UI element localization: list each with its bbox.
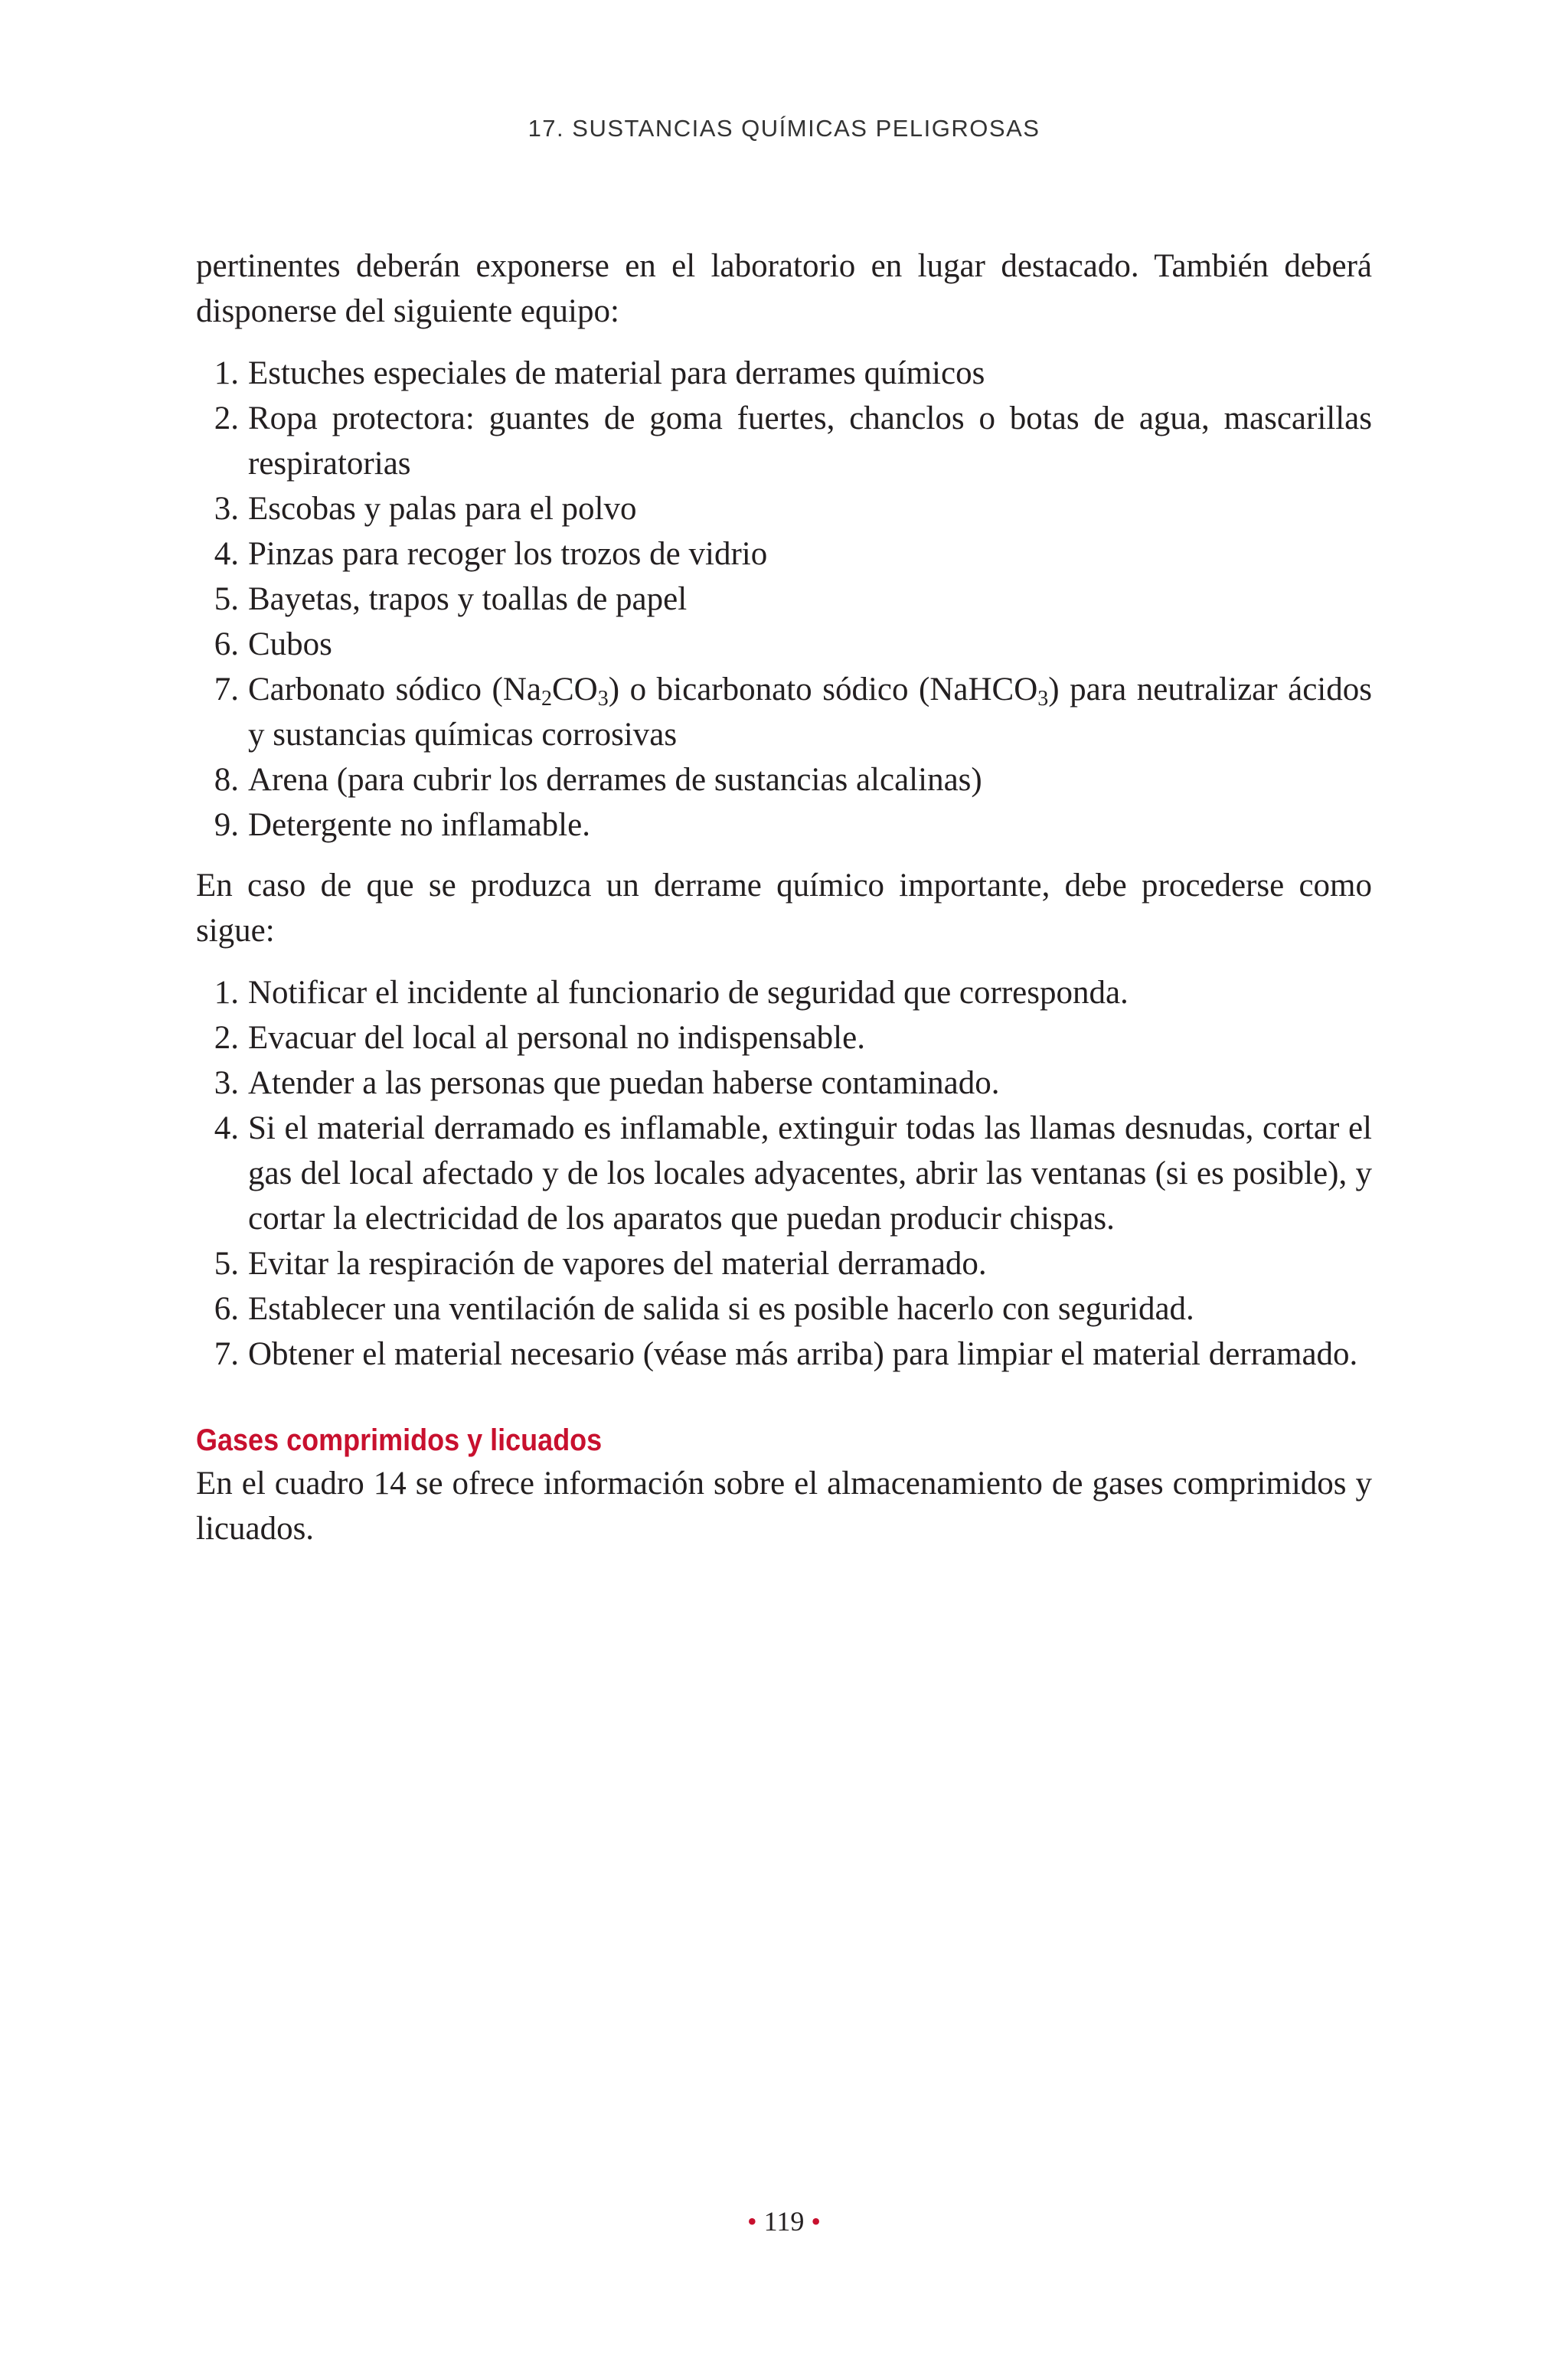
list-item-text-chemical xyxy=(248,667,1372,757)
list-item xyxy=(196,1106,1372,1241)
list-item-text: Evacuar del local al personal no indispensable. xyxy=(248,1020,865,1056)
list-item xyxy=(196,1060,1372,1106)
equipment-list xyxy=(196,351,1372,848)
running-header: 17. SUSTANCIAS QUÍMICAS PELIGROSAS xyxy=(528,115,1040,142)
subscript: 3 xyxy=(597,687,609,711)
subscript: 2 xyxy=(541,687,552,711)
list-item xyxy=(196,1332,1372,1377)
list-item-number: 9. xyxy=(214,807,239,843)
footer-bullet-icon: • xyxy=(747,2206,757,2237)
list-item-text: Obtener el material necesario (véase más arriba) para limpiar el material derramado. xyxy=(248,1336,1358,1372)
list-item-number: 3. xyxy=(214,491,239,527)
intro-paragraph: pertinentes deberán exponerse en el laboratorio en lugar destacado. También deberá disponerse del siguiente equipo: xyxy=(196,248,1372,329)
list-item-text: Evitar la respiración de vapores del material derramado. xyxy=(248,1246,987,1282)
spill-steps-list xyxy=(196,970,1372,1377)
list-item-text: Bayetas, trapos y toallas de papel xyxy=(248,581,688,617)
list-item xyxy=(196,531,1372,577)
text-fragment: Carbonato sódico (Na xyxy=(248,672,541,708)
text-fragment: CO xyxy=(551,672,598,708)
list-item-text: Notificar el incidente al funcionario de seguridad que corresponda. xyxy=(248,975,1129,1011)
list-item-number: 3. xyxy=(214,1065,239,1101)
page-number: 119 xyxy=(763,2206,805,2237)
footer-bullet-icon: • xyxy=(811,2206,821,2237)
list-item-number: 2. xyxy=(214,400,239,436)
list-item xyxy=(196,970,1372,1015)
subscript: 3 xyxy=(1037,687,1049,711)
list-item-number: 4. xyxy=(214,1110,239,1146)
list-item-text: Establecer una ventilación de salida si es posible hacerlo con seguridad. xyxy=(248,1291,1194,1327)
list-item-number: 5. xyxy=(214,581,239,617)
list-item-number: 8. xyxy=(214,762,239,798)
spill-paragraph: En caso de que se produzca un derrame químico importante, debe procederse como sigue: xyxy=(196,868,1372,949)
list-item-text: Cubos xyxy=(248,626,332,662)
list-item-text: Detergente no inflamable. xyxy=(248,807,590,843)
list-item-text: Ropa protectora: guantes de goma fuertes, chanclos o botas de agua, mascarillas respiratorias xyxy=(248,400,1372,482)
list-item xyxy=(196,486,1372,531)
list-item-number: 6. xyxy=(214,626,239,662)
list-item-number: 7. xyxy=(214,1336,239,1372)
section-heading: Gases comprimidos y licuados xyxy=(196,1423,603,1457)
list-item xyxy=(196,757,1372,802)
list-item-number: 1. xyxy=(214,975,239,1011)
list-item-text: Arena (para cubrir los derrames de sustancias alcalinas) xyxy=(248,762,982,798)
list-item xyxy=(196,577,1372,622)
list-item-text: Pinzas para recoger los trozos de vidrio xyxy=(248,536,768,572)
list-item-number: 4. xyxy=(214,536,239,572)
list-item-text: Escobas y palas para el polvo xyxy=(248,491,637,527)
list-item-number: 5. xyxy=(214,1246,239,1282)
list-item-text: Atender a las personas que puedan haberse contaminado. xyxy=(248,1065,1000,1101)
list-item xyxy=(196,667,1372,757)
list-item-number: 2. xyxy=(214,1020,239,1056)
text-fragment: ) o bicarbonato sódico (NaHCO xyxy=(608,672,1038,708)
list-item xyxy=(196,802,1372,848)
list-item-number: 1. xyxy=(214,355,239,391)
list-item xyxy=(196,396,1372,486)
list-item-text: Estuches especiales de material para derrames químicos xyxy=(248,355,985,391)
list-item-number: 7. xyxy=(214,672,239,708)
list-item xyxy=(196,1015,1372,1060)
list-item-number: 6. xyxy=(214,1291,239,1327)
section-body: En el cuadro 14 se ofrece información sobre el almacenamiento de gases comprimidos y licuados. xyxy=(196,1466,1372,1547)
page-body xyxy=(196,243,1372,1551)
list-item-text: Si el material derramado es inflamable, extinguir todas las llamas desnudas, cortar el gas del local afectado y de los locales adyacentes, abrir las ventanas (si es posible), y cortar la electricidad de los aparatos que puedan producir chispas. xyxy=(248,1110,1372,1237)
list-item xyxy=(196,1241,1372,1286)
list-item xyxy=(196,622,1372,667)
text-fragment: ) para neutralizar ácidos y sustancias químicas corrosivas xyxy=(248,672,1372,753)
list-item xyxy=(196,351,1372,396)
page-footer xyxy=(0,2205,1568,2237)
list-item xyxy=(196,1286,1372,1332)
